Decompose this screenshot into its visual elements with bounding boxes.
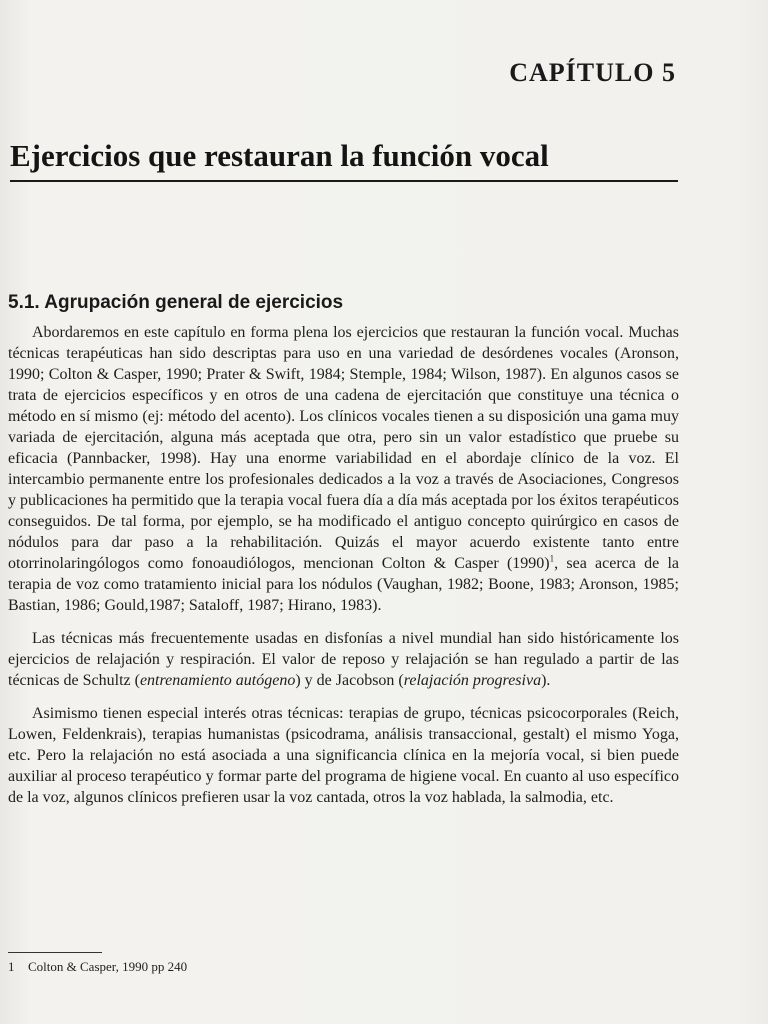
- paragraph-2-text-mid: ) y de Jacobson (: [295, 672, 404, 689]
- paragraph-2-emphasis-progresiva: relajación progresiva: [403, 672, 542, 689]
- paragraph-3: Asimismo tienen especial interés otras técnicas: terapias de grupo, técnicas psicocorporales (Reich, Lowen, Feldenkrais), terapias humanistas (psicodrama, análisis transaccional, gestalt) el mismo Yoga, etc. Pero la relajación no está asociada a una significancia clínica en la mejoría vocal, si bien puede auxiliar al proceso terapéutico y formar parte del programa de higiene vocal. En cuanto al uso específico de la voz, algunos clínicos prefieren usar la voz cantada, otros la voz hablada, la salmodia, etc.: [8, 705, 679, 806]
- paragraph-2: [8, 628, 679, 691]
- footnote-reference: 1: [549, 553, 555, 564]
- footnote-divider: [8, 952, 102, 953]
- paragraph-1-text: Abordaremos en este capítulo en forma plena los ejercicios que restauran la función vocal. Muchas técnicas terapéuticas han sido descriptas para uso en una variedad de desórdenes vocales (Aronson, 1990; Colton & Casper, 1990; Prater & Swift, 1984; Stemple, 1984; Wilson, 1987). En algunos casos se trata de ejercicios específicos y en otros de una cadena de ejercitación que constituye una técnica o método en sí mismo (ej: método del acento). Los clínicos vocales tienen a su disposición una gama muy variada de ejercitación, alguna más aceptada que otra, pero sin un valor estadístico que pruebe su eficacia (Pannbacker, 1998). Hay una enorme variabilidad en el abordaje clínico de la voz. El intercambio permanente entre los profesionales dedicados a la voz a través de Asociaciones, Congresos y publicaciones ha permitido que la terapia vocal fuera día a día más aceptada por los éxitos terapéuticos conseguidos. De tal forma, por ejemplo, se ha modificado el antiguo concepto quirúrgico en casos de nódulos para dar paso a la rehabilitación. Quizás el mayor acuerdo existente tanto entre otorrinolaringólogos como fonoaudiólogos, mencionan Colton & Casper (1990): [8, 324, 679, 572]
- paragraph-2-text: Las técnicas más frecuentemente usadas en disfonías a nivel mundial han sido históricamente los ejercicios de relajación y respiración. El valor de reposo y relajación se han regulado a partir de las técnicas de Schultz (: [8, 630, 679, 689]
- paragraph-1-text-end: , sea acerca de la terapia de voz como tratamiento inicial para los nódulos (Vaughan, 1982; Boone, 1983; Aronson, 1985; Bastian, 1986; Gould,1987; Sataloff, 1987; Hirano, 1983).: [8, 555, 680, 614]
- title-underline: [10, 180, 678, 182]
- chapter-label: CAPÍTULO 5: [509, 58, 676, 87]
- chapter-title: Ejercicios que restauran la función vocal: [10, 138, 549, 173]
- paragraph-1: [8, 322, 679, 616]
- section-heading: 5.1. Agrupación general de ejercicios: [8, 292, 344, 313]
- body-text: [8, 322, 679, 820]
- paragraph-2-text-end: ).: [541, 672, 551, 689]
- footnote-text: Colton & Casper, 1990 pp 240: [28, 959, 188, 974]
- footnote-number: 1: [8, 959, 15, 974]
- footnote: [8, 959, 187, 975]
- paragraph-2-emphasis-autogeno: entrenamiento autógeno: [139, 672, 296, 689]
